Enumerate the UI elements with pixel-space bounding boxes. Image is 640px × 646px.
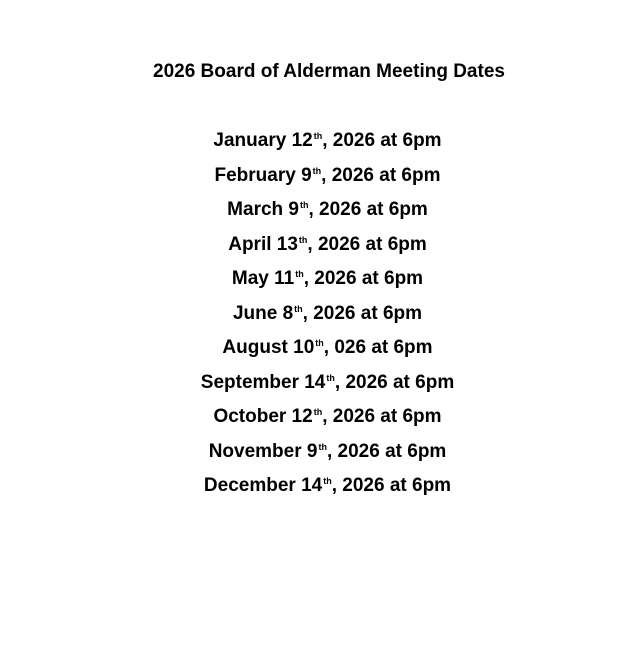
meeting-year-time: , 2026 at 6pm bbox=[331, 475, 452, 496]
meeting-month-day: September 14 bbox=[200, 371, 326, 393]
meeting-year-time: , 2026 at 6pm bbox=[322, 406, 442, 427]
ordinal-suffix: th bbox=[299, 200, 309, 210]
meeting-month-day: November 9 bbox=[208, 440, 318, 462]
meeting-date-may bbox=[0, 265, 640, 300]
meeting-month-day: January 12 bbox=[213, 130, 313, 151]
meeting-year-time: , 2026 at 6pm bbox=[303, 268, 424, 289]
meeting-date-october bbox=[0, 403, 640, 438]
ordinal-suffix: th bbox=[326, 372, 335, 383]
meeting-date-november bbox=[0, 438, 640, 473]
ordinal-suffix: th bbox=[294, 303, 303, 314]
meeting-year-time: , 2026 at 6pm bbox=[334, 371, 455, 393]
meeting-month-day: February 9 bbox=[214, 164, 312, 186]
meeting-month-day: May 11 bbox=[231, 268, 295, 289]
meeting-month-day: December 14 bbox=[203, 475, 323, 496]
page-title: 2026 Board of Alderman Meeting Dates bbox=[153, 61, 505, 82]
meeting-date-april bbox=[0, 231, 640, 266]
meeting-dates-list bbox=[0, 127, 640, 507]
meeting-year-time: , 2026 at 6pm bbox=[321, 164, 441, 186]
meeting-month-day: March 9 bbox=[227, 199, 299, 220]
ordinal-suffix: th bbox=[318, 441, 327, 452]
meeting-date-march bbox=[0, 196, 640, 231]
ordinal-suffix: th bbox=[298, 234, 308, 245]
ordinal-suffix: th bbox=[295, 269, 304, 279]
meeting-year-time: , 2026 at 6pm bbox=[308, 199, 428, 220]
meeting-year-time: , 026 at 6pm bbox=[323, 337, 433, 358]
ordinal-suffix: th bbox=[313, 407, 323, 417]
ordinal-suffix: th bbox=[315, 338, 324, 348]
meeting-month-day: June 8 bbox=[232, 302, 294, 324]
meeting-month-day: August 10 bbox=[222, 337, 315, 358]
meeting-year-time: , 2026 at 6pm bbox=[322, 130, 442, 151]
meeting-year-time: , 2026 at 6pm bbox=[307, 233, 427, 255]
meeting-date-january bbox=[0, 127, 640, 162]
meeting-month-day: April 13 bbox=[228, 233, 298, 255]
meeting-year-time: , 2026 at 6pm bbox=[326, 440, 447, 462]
meeting-date-february bbox=[0, 162, 640, 197]
meeting-date-september bbox=[0, 369, 640, 404]
meeting-date-june bbox=[0, 300, 640, 335]
meeting-month-day: October 12 bbox=[213, 406, 313, 427]
ordinal-suffix: th bbox=[312, 165, 322, 176]
meeting-date-december bbox=[0, 472, 640, 507]
meeting-year-time: , 2026 at 6pm bbox=[302, 302, 423, 324]
ordinal-suffix: th bbox=[323, 476, 332, 486]
meeting-date-august bbox=[0, 334, 640, 369]
ordinal-suffix: th bbox=[313, 131, 323, 141]
